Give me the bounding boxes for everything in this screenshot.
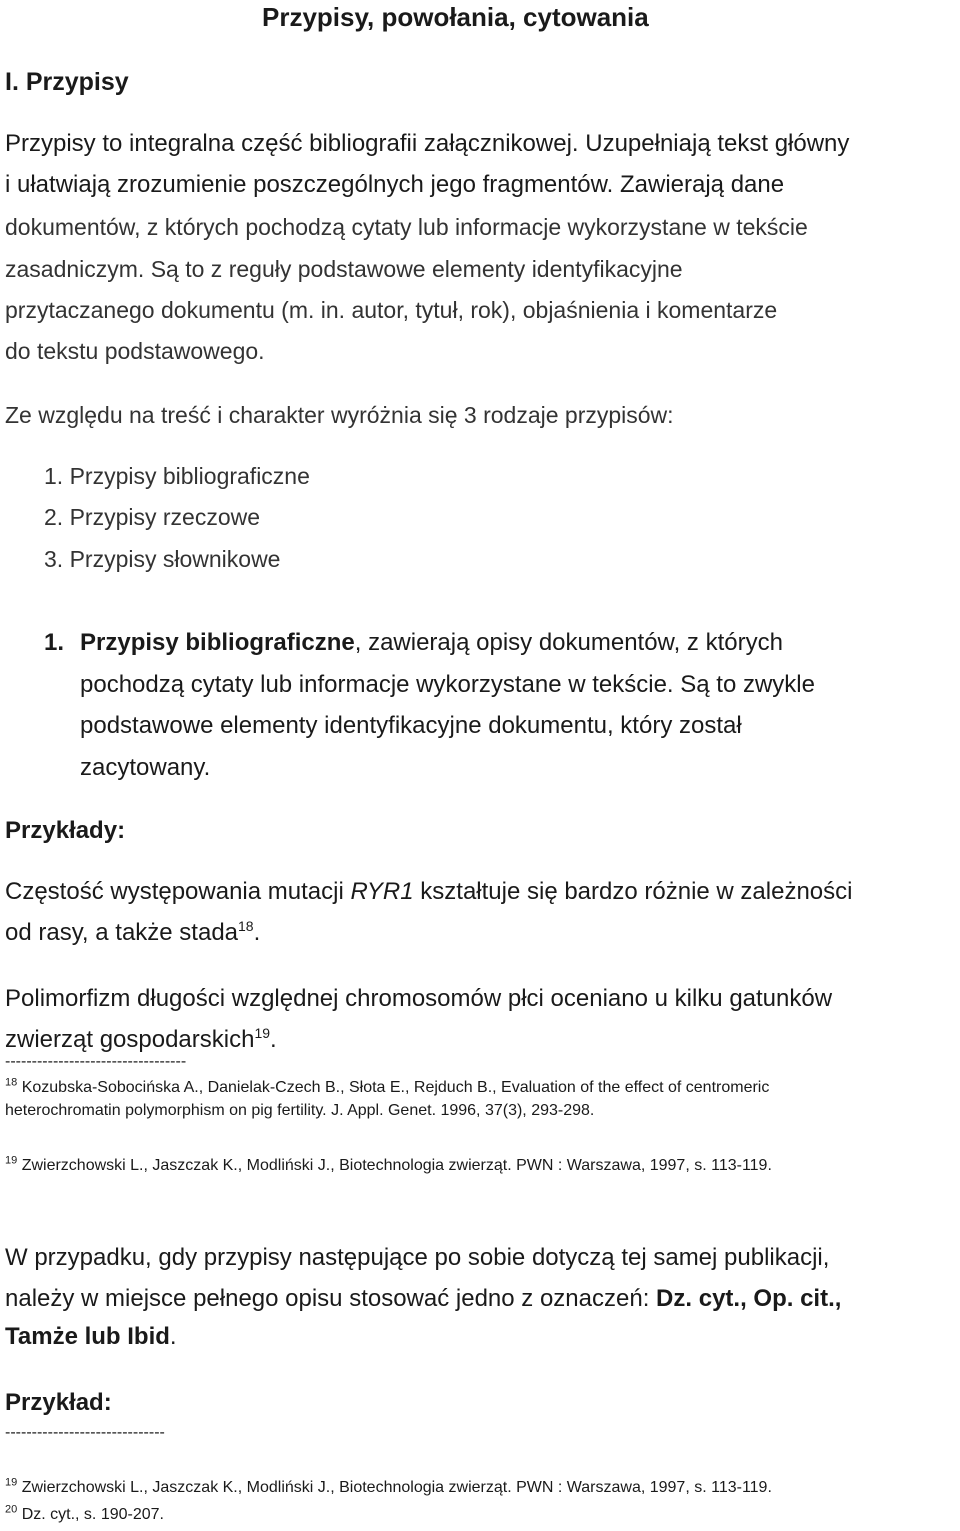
footnote-20: $^{20}$ Dz. cyt., s. 190-207. <box>5 1503 164 1523</box>
examples-label: Przykłady: <box>5 817 126 844</box>
bib-line: pochodzą cytaty lub informacje wykorzystane w tekście. Są to zwykle <box>80 671 815 698</box>
footnote-19: $^{19}$ Zwierzchowski L., Jaszczak K., Modliński J., Biotechnologia zwierząt. PWN : Warszawa, 1997, s. 113-119. <box>5 1154 772 1174</box>
example1-line: od rasy, a także stada$^{18}$. <box>5 918 261 946</box>
bib-term: Przypisy bibliograficzne <box>80 629 355 656</box>
footnote-separator: ---------------------------------- <box>5 1053 187 1070</box>
footnote-19b: $^{19}$ Zwierzchowski L., Jaszczak K., Modliński J., Biotechnologia zwierząt. PWN : Warszawa, 1997, s. 113-119. <box>5 1476 772 1496</box>
footnote-ref: 18 <box>238 918 254 934</box>
example1-line: Częstość występowania mutacji RYR1 kształtuje się bardzo różnie w zależności <box>5 878 853 905</box>
type-item: 2. Przypisy rzeczowe <box>44 504 261 530</box>
abbrev-terms: Dz. cyt., Op. cit., <box>656 1285 842 1312</box>
repeat-line: W przypadku, gdy przypisy następujące po sobie dotyczą tej samej publikacji, <box>5 1244 830 1271</box>
types-intro: Ze względu na treść i charakter wyróżnia się 3 rodzaje przypisów: <box>5 402 674 428</box>
footnote-ref: 19 <box>254 1025 271 1041</box>
intro-line: do tekstu podstawowego. <box>5 338 265 364</box>
bib-line: podstawowe elementy identyfikacyjne dokumentu, który został <box>80 712 742 739</box>
footnote-18-cont: heterochromatin polymorphism on pig fertility. J. Appl. Genet. 1996, 37(3), 293-298. <box>5 1102 595 1119</box>
intro-line: zasadniczym. Są to z reguły podstawowe elementy identyfikacyjne <box>5 256 683 282</box>
footnote-18: $^{18}$ Kozubska-Sobocińska A., Danielak-Czech B., Słota E., Rejduch B., Evaluation of the effect of centromeric <box>5 1076 770 1096</box>
section-heading: I. Przypisy <box>5 68 129 96</box>
intro-line: Przypisy to integralna część bibliografii załącznikowej. Uzupełniają tekst główny <box>5 130 850 157</box>
bib-line: Przypisy bibliograficzne, zawierają opisy dokumentów, z których <box>80 629 783 656</box>
bib-number: 1. <box>44 629 65 656</box>
type-item: 3. Przypisy słownikowe <box>44 546 281 572</box>
example-label: Przykład: <box>5 1389 112 1416</box>
example2-line: Polimorfizm długości względnej chromosomów płci oceniano u kilku gatunków <box>5 985 833 1012</box>
bib-line: zacytowany. <box>80 754 211 781</box>
type-item: 1. Przypisy bibliograficzne <box>44 463 310 489</box>
repeat-line: należy w miejsce pełnego opisu stosować jedno z oznaczeń: Dz. cyt., Op. cit., <box>5 1285 842 1312</box>
page-title: Przypisy, powołania, cytowania <box>262 2 649 32</box>
abbrev-terms: Tamże lub Ibid <box>5 1323 170 1350</box>
footnote-separator: ------------------------------ <box>5 1424 165 1441</box>
intro-line: przytaczanego dokumentu (m. in. autor, tytuł, rok), objaśnienia i komentarze <box>5 297 778 323</box>
repeat-line: Tamże lub Ibid. <box>5 1323 177 1350</box>
example2-line: zwierząt gospodarskich$^{19}$. <box>5 1025 277 1053</box>
gene-name: RYR1 <box>350 878 414 905</box>
intro-line: dokumentów, z których pochodzą cytaty lub informacje wykorzystane w tekście <box>5 214 808 240</box>
intro-line: i ułatwiają zrozumienie poszczególnych jego fragmentów. Zawierają dane <box>5 171 785 198</box>
